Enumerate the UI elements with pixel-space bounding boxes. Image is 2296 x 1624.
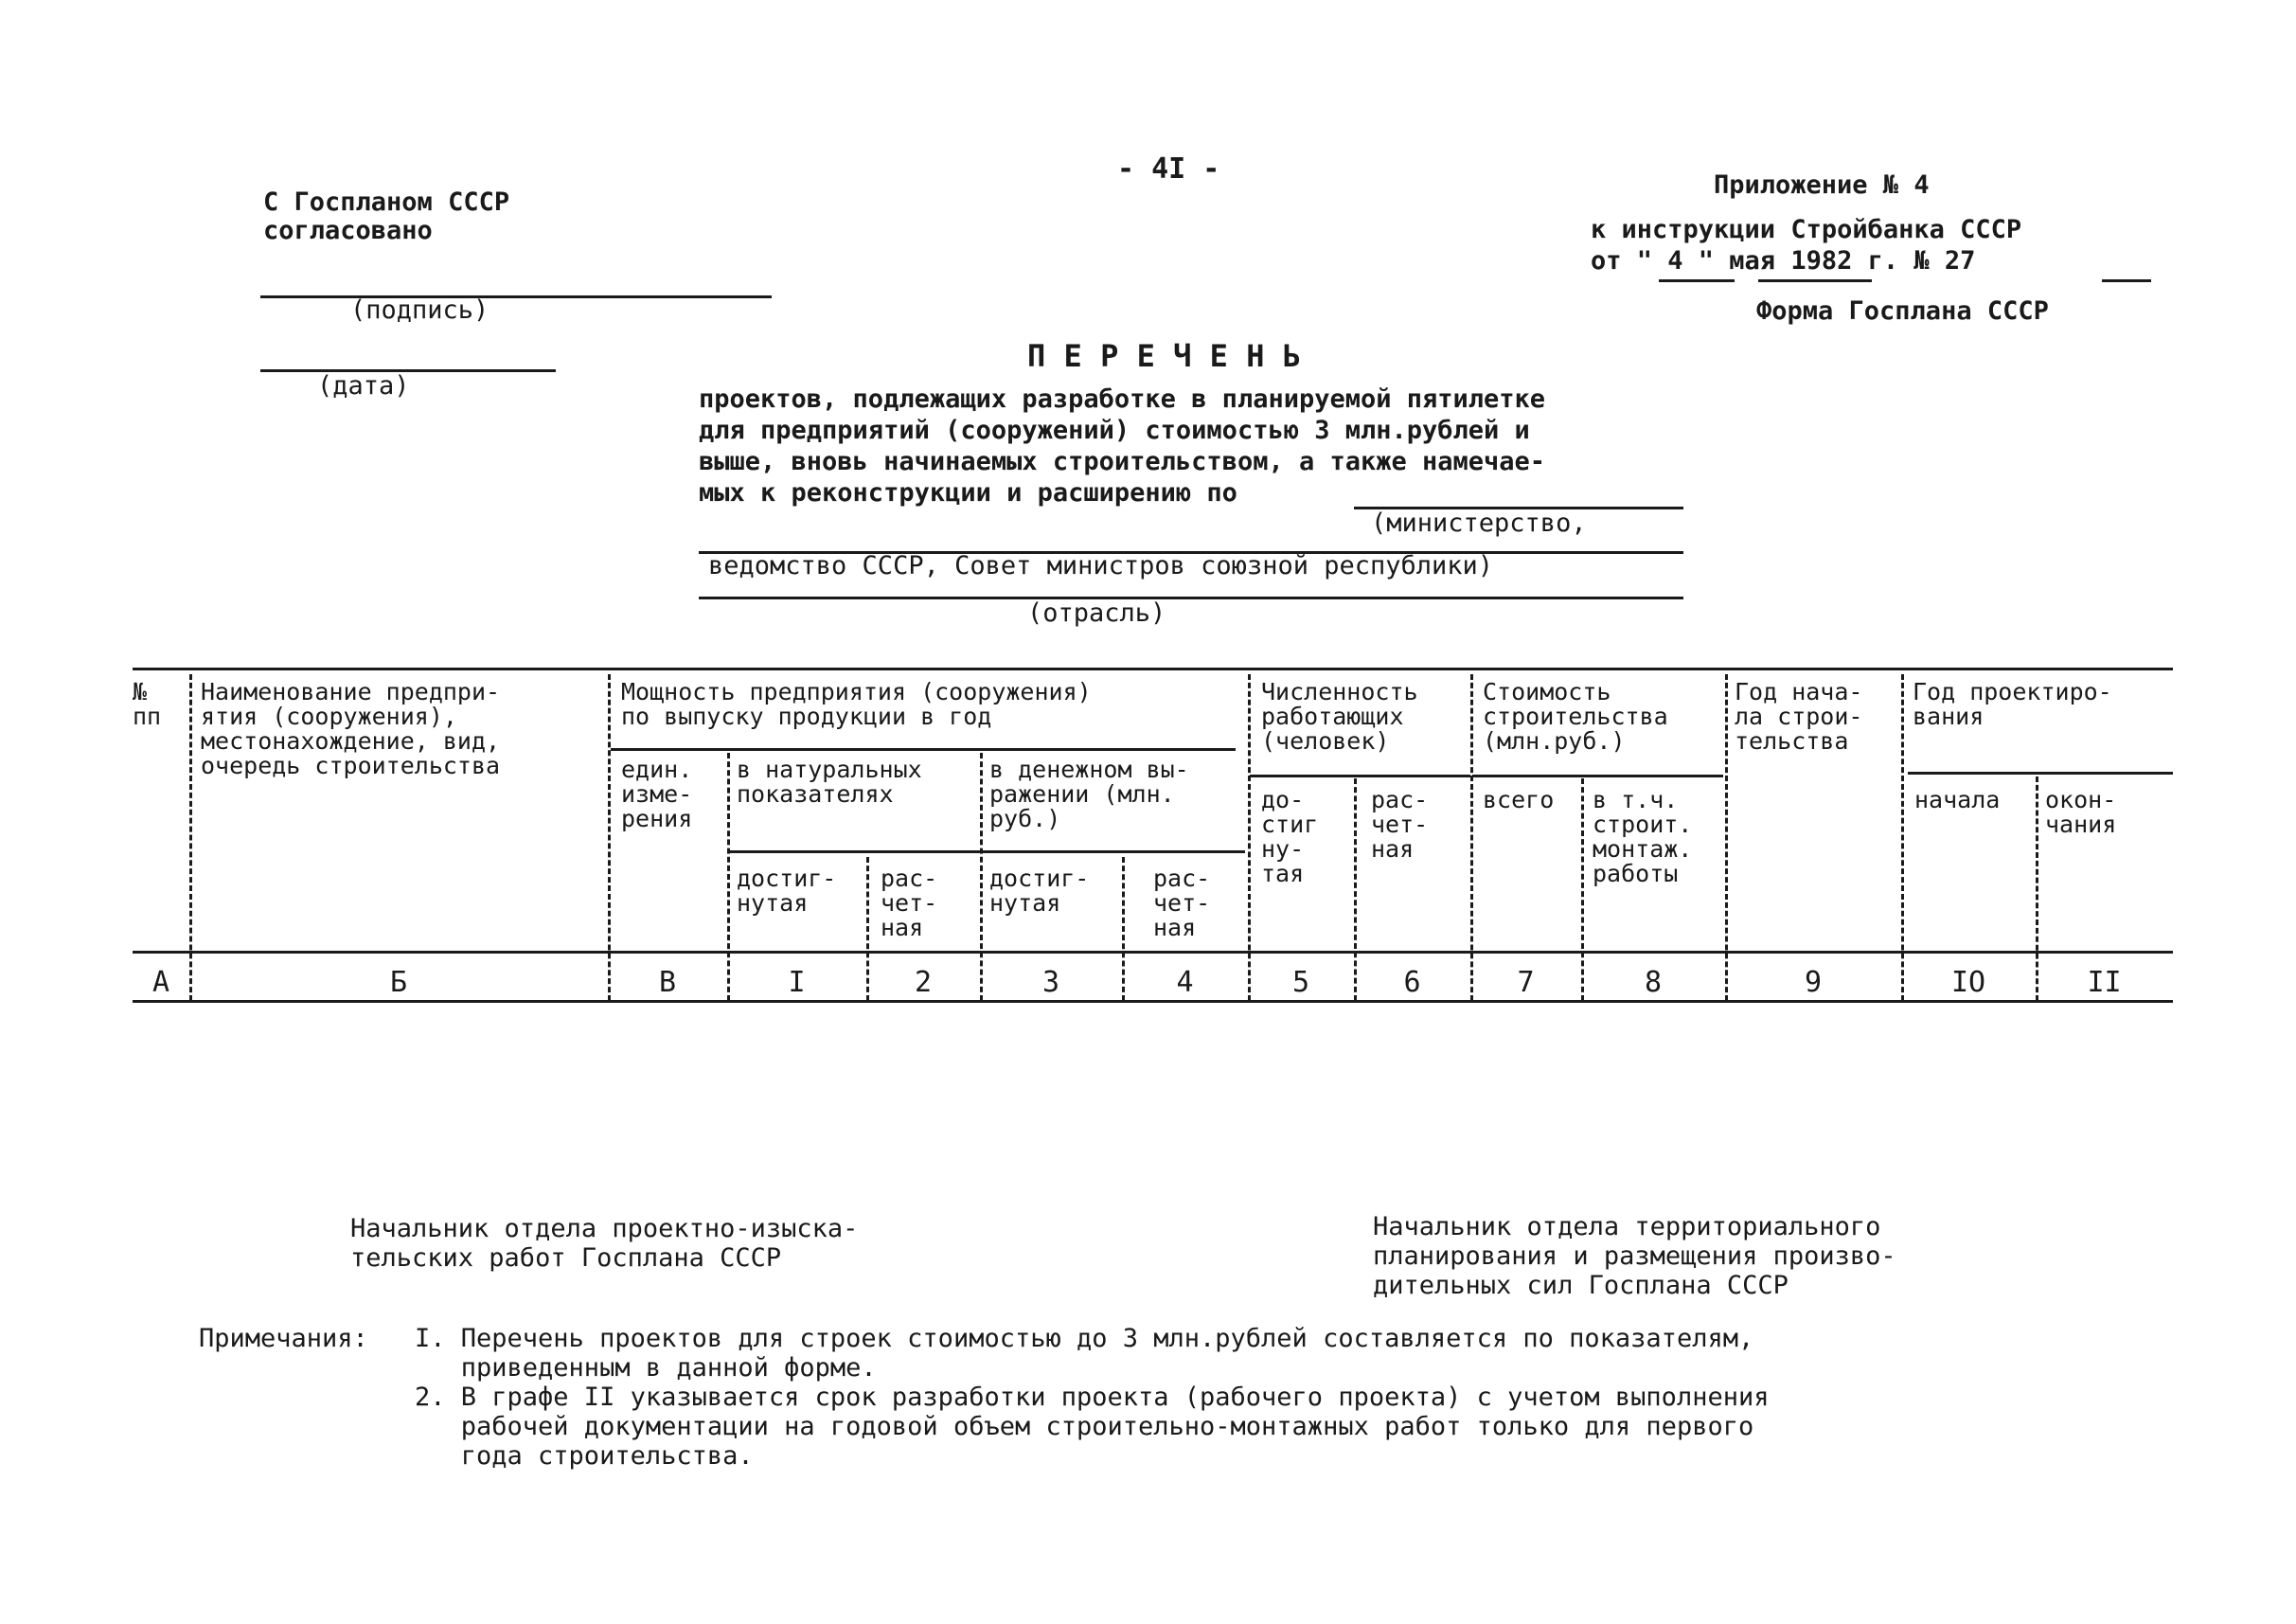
capacity-subline bbox=[611, 748, 1236, 751]
col-workers-header: Численность работающих (человек) bbox=[1261, 678, 1418, 755]
col-divider bbox=[727, 753, 730, 1001]
col-divider bbox=[1901, 674, 1904, 1001]
col-num-1: I bbox=[788, 966, 806, 999]
form-label: Форма Госплана СССР bbox=[1756, 296, 2049, 326]
col-capacity-header: Мощность предприятия (сооружения) по выпуску продукции в год bbox=[621, 678, 1092, 730]
col-divider bbox=[980, 753, 983, 1001]
cost-subline bbox=[1472, 775, 1723, 777]
col-divider bbox=[1725, 674, 1728, 1001]
design-subline bbox=[1908, 772, 2173, 775]
col-num-4: 4 bbox=[1176, 966, 1194, 999]
col-unit-header: един. изме- рения bbox=[621, 756, 693, 832]
col-divider bbox=[1248, 674, 1251, 1001]
col-divider bbox=[608, 674, 611, 1001]
col-number-header: № пп bbox=[133, 678, 162, 730]
date-label: (дата) bbox=[317, 371, 410, 401]
page-number: - 4I - bbox=[1117, 152, 1220, 186]
header-bottom-border bbox=[133, 951, 2173, 954]
col-money-calculated: рас- чет- ная bbox=[1153, 865, 1211, 941]
col-workers-calculated: рас- чет- ная bbox=[1371, 786, 1429, 863]
branch-line bbox=[699, 597, 1683, 599]
col-divider bbox=[1470, 674, 1473, 1001]
col-cost-construction: в т.ч. строит. монтаж. работы bbox=[1593, 786, 1693, 887]
ministry-label: (министерство, bbox=[1371, 509, 1587, 538]
signature-left: Начальник отдела проектно-изыска- тельских работ Госплана СССР bbox=[350, 1214, 859, 1273]
signature-line bbox=[260, 295, 772, 298]
appendix-date-line: от " 4 " мая 1982 г. № 27 bbox=[1591, 246, 1976, 276]
col-workers-achieved: до- стиг ну- тая bbox=[1261, 786, 1319, 887]
col-num-b: Б bbox=[389, 966, 408, 999]
signature-label: (подпись) bbox=[350, 295, 489, 325]
appendix-line2: к инструкции Стройбанка СССР bbox=[1591, 215, 2022, 244]
appendix-title: Приложение № 4 bbox=[1714, 170, 1930, 200]
col-num-3: 3 bbox=[1041, 966, 1060, 999]
number-underline bbox=[2102, 279, 2151, 282]
col-num-v: В bbox=[658, 966, 677, 999]
col-num-11: II bbox=[2087, 966, 2122, 999]
col-cost-total: всего bbox=[1483, 786, 1555, 813]
document-description: проектов, подлежащих разработке в планируемой пятилетке для предприятий (сооружений) стоимостью 3 млн.рублей и выше, вновь начинаемых строительством, а также намечае- мых к реконструкции и расширению по bbox=[699, 384, 1546, 508]
col-divider bbox=[189, 674, 192, 1001]
col-design-start: начала bbox=[1914, 786, 2001, 813]
col-num-9: 9 bbox=[1804, 966, 1823, 999]
col-num-a: А bbox=[151, 966, 170, 999]
col-natural-calculated: рас- чет- ная bbox=[881, 865, 938, 941]
agreed-line1: С Госпланом СССР bbox=[263, 187, 510, 217]
day-underline bbox=[1659, 279, 1735, 282]
values-subline bbox=[729, 850, 1245, 853]
col-money-achieved: достиг- нутая bbox=[989, 865, 1090, 917]
note-2: 2. В графе II указывается срок разработки проекта (рабочего проекта) с учетом выполнения рабочей документации на годовой объем строительно-монтажных работ только для первого года строительства. bbox=[415, 1383, 1770, 1471]
workers-subline bbox=[1250, 775, 1470, 777]
col-num-5: 5 bbox=[1291, 966, 1310, 999]
col-natural-achieved: достиг- нутая bbox=[737, 865, 837, 917]
ministry-label-2: ведомство СССР, Совет министров союзной республики) bbox=[708, 551, 1494, 580]
table-bottom-border bbox=[133, 1000, 2173, 1003]
col-num-7: 7 bbox=[1517, 966, 1535, 999]
month-underline bbox=[1758, 279, 1872, 282]
col-start-year-header: Год нача- ла строи- тельства bbox=[1735, 678, 1863, 755]
branch-label: (отрасль) bbox=[1027, 598, 1166, 628]
col-num-10: IO bbox=[1950, 966, 1986, 999]
col-cost-header: Стоимость строительства (млн.руб.) bbox=[1483, 678, 1668, 755]
col-num-6: 6 bbox=[1403, 966, 1421, 999]
table-top-border bbox=[133, 668, 2173, 670]
col-name-header: Наименование предпри- ятия (сооружения), местонахождение, вид, очередь строительства bbox=[201, 678, 501, 779]
col-money-header: в денежном вы- ражении (млн. руб.) bbox=[989, 756, 1189, 832]
col-natural-header: в натуральных показателях bbox=[737, 756, 922, 808]
document-title: П Е Р Е Ч Е Н Ь bbox=[1027, 338, 1301, 374]
col-num-2: 2 bbox=[914, 966, 933, 999]
col-design-year-header: Год проектиро- вания bbox=[1913, 678, 2112, 730]
agreed-line2: согласовано bbox=[263, 216, 433, 245]
signature-right: Начальник отдела территориального планирования и размещения произво- дительных сил Госплана СССР bbox=[1373, 1212, 1896, 1300]
notes-label: Примечания: bbox=[199, 1324, 368, 1353]
col-num-8: 8 bbox=[1644, 966, 1663, 999]
col-design-end: окон- чания bbox=[2045, 786, 2117, 838]
note-1: I. Перечень проектов для строек стоимостью до 3 млн.рублей составляется по показателям, приведенным в данной форме. bbox=[415, 1324, 1754, 1383]
